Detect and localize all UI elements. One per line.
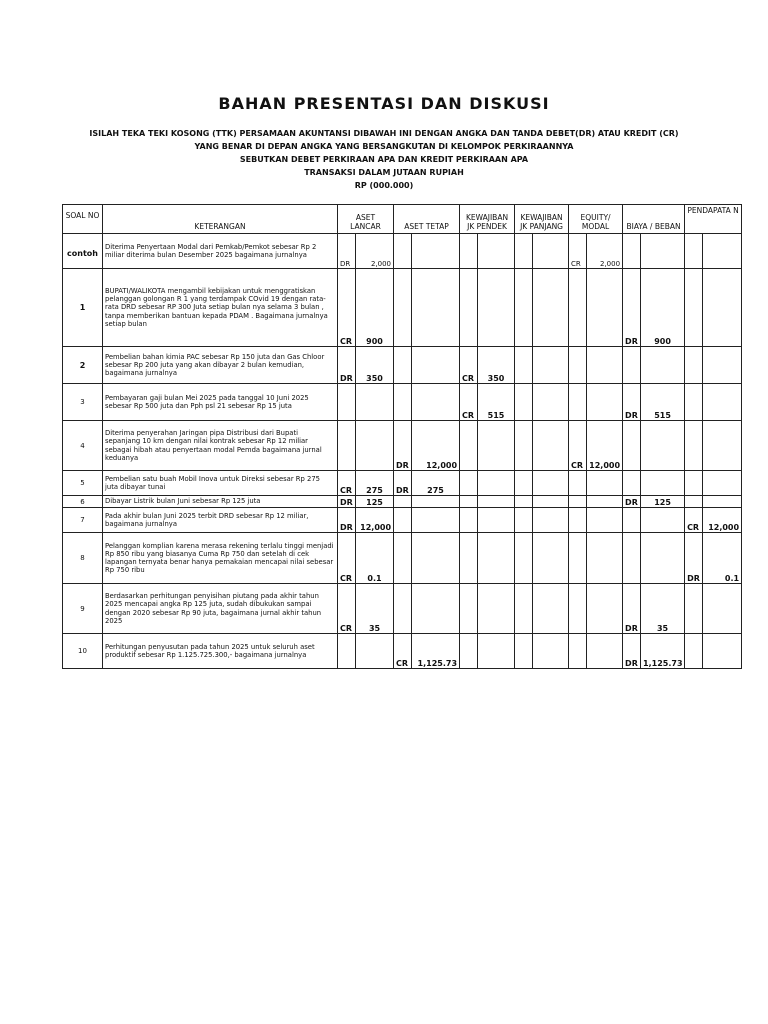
entry-code-al[interactable] bbox=[338, 421, 356, 471]
entry-amount-kj[interactable] bbox=[533, 384, 569, 421]
entry-code-bb[interactable]: DR bbox=[623, 496, 641, 508]
entry-amount-kp[interactable]: 515 bbox=[478, 384, 515, 421]
entry-code-pd[interactable] bbox=[685, 234, 703, 269]
entry-amount-at[interactable] bbox=[412, 347, 460, 384]
entry-amount-al[interactable]: 275 bbox=[356, 471, 394, 496]
table-row bbox=[63, 471, 742, 496]
entry-code-eq[interactable] bbox=[569, 347, 587, 384]
entry-code-al[interactable]: DR bbox=[338, 234, 356, 269]
entry-amount-kp[interactable] bbox=[478, 634, 515, 669]
entry-code-pd[interactable] bbox=[685, 634, 703, 669]
entry-amount-bb[interactable] bbox=[641, 421, 685, 471]
header-aset-tetap: ASET TETAP bbox=[394, 205, 460, 234]
entry-amount-at[interactable]: 275 bbox=[412, 471, 460, 496]
header-kewajiban-panjang: KEWAJIBAN JK PANJANG bbox=[515, 205, 569, 234]
entry-amount-pd[interactable] bbox=[703, 234, 742, 269]
entry-code-kp[interactable] bbox=[460, 471, 478, 496]
entry-amount-kj[interactable] bbox=[533, 496, 569, 508]
entry-code-kj[interactable] bbox=[515, 496, 533, 508]
header-row bbox=[63, 205, 742, 234]
entry-code-eq[interactable] bbox=[569, 496, 587, 508]
entry-code-eq[interactable] bbox=[569, 384, 587, 421]
table-row bbox=[63, 496, 742, 508]
entry-amount-al[interactable] bbox=[356, 634, 394, 669]
entry-code-pd[interactable] bbox=[685, 471, 703, 496]
entry-amount-kp[interactable] bbox=[478, 234, 515, 269]
entry-amount-kp[interactable] bbox=[478, 471, 515, 496]
entry-code-at[interactable] bbox=[394, 269, 412, 347]
entry-code-eq[interactable]: CR bbox=[569, 421, 587, 471]
entry-code-at[interactable] bbox=[394, 533, 412, 584]
header-pendapatan: PENDAPATA N bbox=[685, 205, 742, 234]
header-soal-no: SOAL NO bbox=[63, 205, 103, 234]
entry-amount-kj[interactable] bbox=[533, 471, 569, 496]
entry-amount-at[interactable] bbox=[412, 508, 460, 533]
entry-code-pd[interactable] bbox=[685, 347, 703, 384]
entry-code-kp[interactable] bbox=[460, 584, 478, 634]
entry-amount-pd[interactable] bbox=[703, 347, 742, 384]
entry-code-kp[interactable] bbox=[460, 533, 478, 584]
header-biaya: BIAYA / BEBAN bbox=[623, 205, 685, 234]
entry-code-kj[interactable] bbox=[515, 269, 533, 347]
entry-code-bb[interactable] bbox=[623, 508, 641, 533]
row-number: 1 bbox=[63, 269, 103, 347]
entry-amount-pd[interactable] bbox=[703, 384, 742, 421]
entry-amount-eq[interactable] bbox=[587, 471, 623, 496]
entry-amount-pd[interactable] bbox=[703, 584, 742, 634]
entry-code-eq[interactable] bbox=[569, 508, 587, 533]
entry-code-al[interactable] bbox=[338, 384, 356, 421]
entry-code-bb[interactable] bbox=[623, 533, 641, 584]
entry-amount-al[interactable]: 2,000 bbox=[356, 234, 394, 269]
entry-amount-al[interactable] bbox=[356, 384, 394, 421]
entry-amount-kp[interactable] bbox=[478, 421, 515, 471]
entry-code-al[interactable]: DR bbox=[338, 508, 356, 533]
table-row bbox=[63, 584, 742, 634]
entry-code-pd[interactable]: CR bbox=[685, 508, 703, 533]
entry-code-bb[interactable] bbox=[623, 421, 641, 471]
entry-amount-eq[interactable] bbox=[587, 533, 623, 584]
entry-amount-bb[interactable] bbox=[641, 234, 685, 269]
entry-code-at[interactable] bbox=[394, 234, 412, 269]
entry-code-kj[interactable] bbox=[515, 471, 533, 496]
entry-amount-al[interactable]: 350 bbox=[356, 347, 394, 384]
entry-code-kj[interactable] bbox=[515, 421, 533, 471]
entry-amount-eq[interactable]: 2,000 bbox=[587, 234, 623, 269]
entry-code-kp[interactable]: CR bbox=[460, 347, 478, 384]
entry-code-at[interactable] bbox=[394, 384, 412, 421]
instruction-line: TRANSAKSI DALAM JUTAAN RUPIAH bbox=[304, 168, 464, 177]
entry-amount-kj[interactable] bbox=[533, 234, 569, 269]
row-number: contoh bbox=[63, 234, 103, 269]
row-description: BUPATI/WALIKOTA mengambil kebijakan untuk menggratiskan pelanggan golongan R 1 yang terdampak COvid 19 dengan rata-rata DRD sebesar RP 300 Juta setiap bulan nya selama 3 bulan , tanpa memberikan bantuan kepada PDAM . Bagaimana jurnalnya setiap bulan bbox=[103, 269, 338, 347]
entry-code-kj[interactable] bbox=[515, 533, 533, 584]
entry-amount-bb[interactable]: 900 bbox=[641, 269, 685, 347]
row-description: Pembelian bahan kimia PAC sebesar Rp 150 juta dan Gas Chloor sebesar Rp 200 juta yang akan dibayar 2 bulan kemudian, bagaimana jurnalnya bbox=[103, 347, 338, 384]
entry-amount-kj[interactable] bbox=[533, 269, 569, 347]
entry-amount-kj[interactable] bbox=[533, 347, 569, 384]
entry-amount-eq[interactable] bbox=[587, 584, 623, 634]
table-row bbox=[63, 508, 742, 533]
entry-code-pd[interactable]: DR bbox=[685, 533, 703, 584]
table-row bbox=[63, 421, 742, 471]
table-row bbox=[63, 234, 742, 269]
header-equity: EQUITY/ MODAL bbox=[569, 205, 623, 234]
entry-code-at[interactable]: DR bbox=[394, 421, 412, 471]
row-description: Dibayar Listrik bulan Juni sebesar Rp 125 juta bbox=[103, 496, 338, 508]
entry-amount-pd[interactable] bbox=[703, 634, 742, 669]
entry-code-kp[interactable] bbox=[460, 634, 478, 669]
entry-code-pd[interactable] bbox=[685, 384, 703, 421]
instruction-line: YANG BENAR DI DEPAN ANGKA YANG BERSANGKUTAN DI KELOMPOK PERKIRAANNYA bbox=[194, 142, 574, 151]
row-number: 8 bbox=[63, 533, 103, 584]
entry-amount-pd[interactable]: 12,000 bbox=[703, 508, 742, 533]
entry-amount-kp[interactable] bbox=[478, 533, 515, 584]
instruction-line: SEBUTKAN DEBET PERKIRAAN APA DAN KREDIT PERKIRAAN APA bbox=[239, 155, 529, 164]
entry-code-kj[interactable] bbox=[515, 508, 533, 533]
entry-code-kj[interactable] bbox=[515, 634, 533, 669]
entry-amount-kp[interactable] bbox=[478, 269, 515, 347]
entry-code-at[interactable] bbox=[394, 496, 412, 508]
entry-code-at[interactable] bbox=[394, 584, 412, 634]
entry-code-kp[interactable] bbox=[460, 269, 478, 347]
entry-amount-pd[interactable] bbox=[703, 269, 742, 347]
entry-code-kj[interactable] bbox=[515, 584, 533, 634]
header-aset-lancar: ASET LANCAR bbox=[338, 205, 394, 234]
entry-amount-kp[interactable] bbox=[478, 496, 515, 508]
row-number: 10 bbox=[63, 634, 103, 669]
table-row bbox=[63, 384, 742, 421]
entry-code-bb[interactable] bbox=[623, 347, 641, 384]
entry-code-bb[interactable]: DR bbox=[623, 634, 641, 669]
entry-amount-pd[interactable] bbox=[703, 421, 742, 471]
entry-code-eq[interactable] bbox=[569, 269, 587, 347]
entry-amount-al[interactable]: 125 bbox=[356, 496, 394, 508]
entry-amount-kj[interactable] bbox=[533, 634, 569, 669]
entry-code-al[interactable]: CR bbox=[338, 471, 356, 496]
entry-amount-bb[interactable]: 1,125.73 bbox=[641, 634, 685, 669]
entry-code-at[interactable] bbox=[394, 508, 412, 533]
entry-code-eq[interactable] bbox=[569, 584, 587, 634]
entry-code-al[interactable]: DR bbox=[338, 347, 356, 384]
entry-amount-bb[interactable] bbox=[641, 471, 685, 496]
entry-code-eq[interactable]: CR bbox=[569, 234, 587, 269]
entry-amount-pd[interactable]: 0.1 bbox=[703, 533, 742, 584]
entry-code-al[interactable]: CR bbox=[338, 533, 356, 584]
entry-amount-kp[interactable] bbox=[478, 508, 515, 533]
row-description: Pelanggan komplian karena merasa rekening terlalu tinggi menjadi Rp 850 ribu yang biasanya Cuma Rp 750 dan setelah di cek lapangan ternyata benar hanya pemakaian mencapai nilai sebesar Rp 750 ribu bbox=[103, 533, 338, 584]
instruction-line: RP (000.000) bbox=[354, 181, 414, 190]
entry-amount-eq[interactable]: 12,000 bbox=[587, 421, 623, 471]
entry-amount-at[interactable] bbox=[412, 533, 460, 584]
entry-amount-eq[interactable] bbox=[587, 496, 623, 508]
table-row bbox=[63, 347, 742, 384]
entry-amount-kj[interactable] bbox=[533, 533, 569, 584]
entry-code-kj[interactable] bbox=[515, 234, 533, 269]
entry-code-bb[interactable]: DR bbox=[623, 384, 641, 421]
entry-code-al[interactable]: CR bbox=[338, 269, 356, 347]
entry-code-al[interactable]: DR bbox=[338, 496, 356, 508]
entry-amount-al[interactable]: 35 bbox=[356, 584, 394, 634]
entry-amount-al[interactable]: 12,000 bbox=[356, 508, 394, 533]
entry-code-pd[interactable] bbox=[685, 421, 703, 471]
row-description: Berdasarkan perhitungan penyisihan piutang pada akhir tahun 2025 mencapai angka Rp 125 juta, sudah dibukukan sampai dengan 2020 sebesar Rp 90 juta, bagaimana jurnal akhir tahun 2025 bbox=[103, 584, 338, 634]
row-description: Diterima penyerahan Jaringan pipa Distribusi dari Bupati sepanjang 10 km dengan nilai kontrak sebesar Rp 12 miliar sebagai hibah atau penyertaan modal Pemda bagaimana jurnal keduanya bbox=[103, 421, 338, 471]
entry-code-bb[interactable] bbox=[623, 234, 641, 269]
entry-code-bb[interactable]: DR bbox=[623, 584, 641, 634]
row-description: Pembayaran gaji bulan Mei 2025 pada tanggal 10 Juni 2025 sebesar Rp 500 juta dan Pph psl 21 sebesar Rp 15 juta bbox=[103, 384, 338, 421]
row-description: Pada akhir bulan Juni 2025 terbit DRD sebesar Rp 12 miliar, bagaimana jurnalnya bbox=[103, 508, 338, 533]
entry-amount-eq[interactable] bbox=[587, 347, 623, 384]
instruction-line: ISILAH TEKA TEKI KOSONG (TTK) PERSAMAAN AKUNTANSI DIBAWAH INI DENGAN ANGKA DAN TANDA DEBET(DR) ATAU KREDIT (CR) bbox=[89, 129, 679, 138]
row-number: 7 bbox=[63, 508, 103, 533]
row-number: 9 bbox=[63, 584, 103, 634]
row-description: Pembelian satu buah Mobil Inova untuk Direksi sebesar Rp 275 juta dibayar tunai bbox=[103, 471, 338, 496]
entry-code-at[interactable] bbox=[394, 347, 412, 384]
entry-amount-bb[interactable]: 125 bbox=[641, 496, 685, 508]
entry-amount-eq[interactable] bbox=[587, 269, 623, 347]
entry-amount-at[interactable]: 1,125.73 bbox=[412, 634, 460, 669]
entry-amount-at[interactable] bbox=[412, 584, 460, 634]
table-row bbox=[63, 533, 742, 584]
entry-amount-pd[interactable] bbox=[703, 471, 742, 496]
entry-amount-bb[interactable] bbox=[641, 533, 685, 584]
entry-code-pd[interactable] bbox=[685, 584, 703, 634]
entry-amount-kj[interactable] bbox=[533, 584, 569, 634]
entry-code-kp[interactable]: CR bbox=[460, 384, 478, 421]
entry-amount-bb[interactable] bbox=[641, 347, 685, 384]
entry-amount-kp[interactable]: 350 bbox=[478, 347, 515, 384]
entry-amount-eq[interactable] bbox=[587, 384, 623, 421]
entry-code-kp[interactable] bbox=[460, 496, 478, 508]
entry-code-eq[interactable] bbox=[569, 533, 587, 584]
entry-code-kp[interactable] bbox=[460, 421, 478, 471]
row-number: 4 bbox=[63, 421, 103, 471]
entry-amount-al[interactable]: 0.1 bbox=[356, 533, 394, 584]
entry-code-kp[interactable] bbox=[460, 234, 478, 269]
entry-amount-eq[interactable] bbox=[587, 634, 623, 669]
page-title: BAHAN PRESENTASI DAN DISKUSI bbox=[218, 94, 550, 113]
row-number: 5 bbox=[63, 471, 103, 496]
entry-amount-al[interactable]: 900 bbox=[356, 269, 394, 347]
entry-amount-at[interactable] bbox=[412, 384, 460, 421]
row-number: 6 bbox=[63, 496, 103, 508]
entry-code-pd[interactable] bbox=[685, 269, 703, 347]
entry-amount-kj[interactable] bbox=[533, 508, 569, 533]
entry-amount-pd[interactable] bbox=[703, 496, 742, 508]
entry-amount-al[interactable] bbox=[356, 421, 394, 471]
entry-code-bb[interactable]: DR bbox=[623, 269, 641, 347]
journal-table bbox=[62, 204, 742, 669]
entry-amount-bb[interactable] bbox=[641, 508, 685, 533]
entry-code-eq[interactable] bbox=[569, 471, 587, 496]
entry-amount-bb[interactable]: 35 bbox=[641, 584, 685, 634]
entry-code-kj[interactable] bbox=[515, 347, 533, 384]
entry-code-al[interactable]: CR bbox=[338, 584, 356, 634]
row-description: Perhitungan penyusutan pada tahun 2025 untuk seluruh aset produktif sebesar Rp 1.125.725.300,- bagaimana jurnalnya bbox=[103, 634, 338, 669]
entry-code-kj[interactable] bbox=[515, 384, 533, 421]
row-number: 2 bbox=[63, 347, 103, 384]
entry-amount-at[interactable] bbox=[412, 234, 460, 269]
entry-code-al[interactable] bbox=[338, 634, 356, 669]
row-description: Diterima Penyertaan Modal dari Pemkab/Pemkot sebesar Rp 2 miliar diterima bulan Desember 2025 bagaimana jurnalnya bbox=[103, 234, 338, 269]
entry-amount-at[interactable] bbox=[412, 269, 460, 347]
entry-code-at[interactable]: CR bbox=[394, 634, 412, 669]
header-keterangan: KETERANGAN bbox=[103, 205, 338, 234]
entry-amount-at[interactable] bbox=[412, 496, 460, 508]
table-row bbox=[63, 269, 742, 347]
row-number: 3 bbox=[63, 384, 103, 421]
entry-code-eq[interactable] bbox=[569, 634, 587, 669]
entry-code-kp[interactable] bbox=[460, 508, 478, 533]
entry-amount-bb[interactable]: 515 bbox=[641, 384, 685, 421]
entry-code-pd[interactable] bbox=[685, 496, 703, 508]
entry-code-at[interactable]: DR bbox=[394, 471, 412, 496]
entry-amount-eq[interactable] bbox=[587, 508, 623, 533]
entry-code-bb[interactable] bbox=[623, 471, 641, 496]
entry-amount-kj[interactable] bbox=[533, 421, 569, 471]
header-kewajiban-pendek: KEWAJIBAN JK PENDEK bbox=[460, 205, 515, 234]
entry-amount-at[interactable]: 12,000 bbox=[412, 421, 460, 471]
entry-amount-kp[interactable] bbox=[478, 584, 515, 634]
table-row bbox=[63, 634, 742, 669]
instructions bbox=[0, 127, 768, 192]
